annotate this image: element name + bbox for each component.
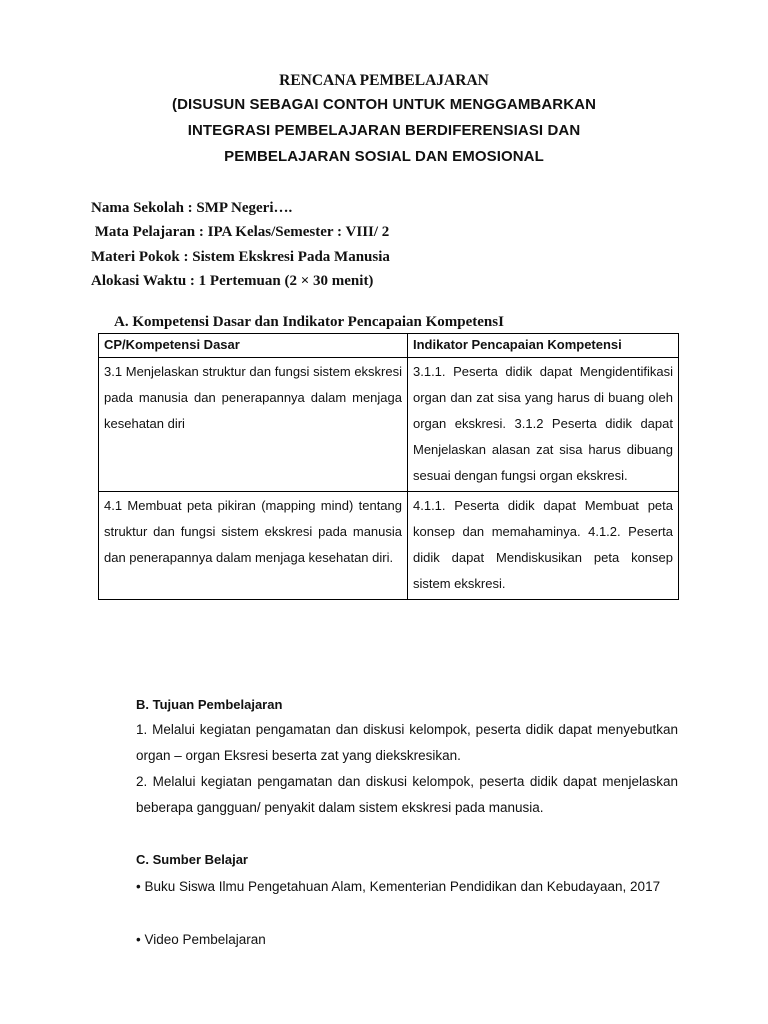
table-row bbox=[99, 358, 679, 492]
indikator-cell: 3.1.1. Peserta didik dapat Mengidentifikasi organ dan zat sisa yang harus di buang oleh organ ekskresi. 3.1.2 Peserta didik dapat Menjelaskan alasan zat sisa harus dibuang sesuai dengan fungsi organ ekskresi. bbox=[408, 358, 679, 492]
document-subtitle-line-1: (DISUSUN SEBAGAI CONTOH UNTUK MENGGAMBARKAN bbox=[171, 96, 597, 113]
learning-objective-2: 2. Melalui kegiatan pengamatan dan diskusi kelompok, peserta didik dapat menjelaskan beberapa gangguan/ penyakit dalam sistem ekskresi pada manusia. bbox=[136, 774, 678, 815]
section-c-heading: C. Sumber Belajar bbox=[136, 852, 248, 867]
document-subtitle-line-2: INTEGRASI PEMBELAJARAN BERDIFERENSIASI DAN bbox=[187, 122, 581, 139]
table-row bbox=[99, 492, 679, 600]
school-name: Nama Sekolah : SMP Negeri…. bbox=[91, 200, 293, 216]
column-header-kd: CP/Kompetensi Dasar bbox=[99, 334, 408, 358]
section-a-heading: A. Kompetensi Dasar dan Indikator Pencapaian KompetensI bbox=[114, 314, 504, 330]
time-allocation: Alokasi Waktu : 1 Pertemuan (2 × 30 menit) bbox=[91, 273, 374, 289]
learning-objective-1: 1. Melalui kegiatan pengamatan dan diskusi kelompok, peserta didik dapat menyebutkan organ – organ Eksresi beserta zat yang diekskresikan. bbox=[136, 722, 678, 763]
competency-table bbox=[98, 333, 679, 600]
learning-resource-1: • Buku Siswa Ilmu Pengetahuan Alam, Kementerian Pendidikan dan Kebudayaan, 2017 bbox=[136, 879, 661, 894]
subject-class-semester: Mata Pelajaran : IPA Kelas/Semester : VIII/ 2 bbox=[91, 224, 390, 240]
kd-cell: 4.1 Membuat peta pikiran (mapping mind) tentang struktur dan fungsi sistem ekskresi pada manusia dan penerapannya dalam menjaga kesehatan diri. bbox=[99, 492, 408, 600]
document-title: RENCANA PEMBELAJARAN bbox=[279, 72, 489, 89]
section-b-heading: B. Tujuan Pembelajaran bbox=[136, 697, 283, 712]
column-header-indikator: Indikator Pencapaian Kompetensi bbox=[408, 334, 679, 358]
main-topic: Materi Pokok : Sistem Ekskresi Pada Manusia bbox=[91, 249, 390, 265]
learning-resource-2: • Video Pembelajaran bbox=[136, 932, 266, 947]
table-header-row bbox=[99, 334, 679, 358]
document-subtitle-line-3: PEMBELAJARAN SOSIAL DAN EMOSIONAL bbox=[224, 148, 544, 165]
kd-cell: 3.1 Menjelaskan struktur dan fungsi sistem ekskresi pada manusia dan penerapannya dalam menjaga kesehatan diri bbox=[99, 358, 408, 492]
indikator-cell: 4.1.1. Peserta didik dapat Membuat peta konsep dan memahaminya. 4.1.2. Peserta didik dapat Mendiskusikan peta konsep sistem ekskresi. bbox=[408, 492, 679, 600]
